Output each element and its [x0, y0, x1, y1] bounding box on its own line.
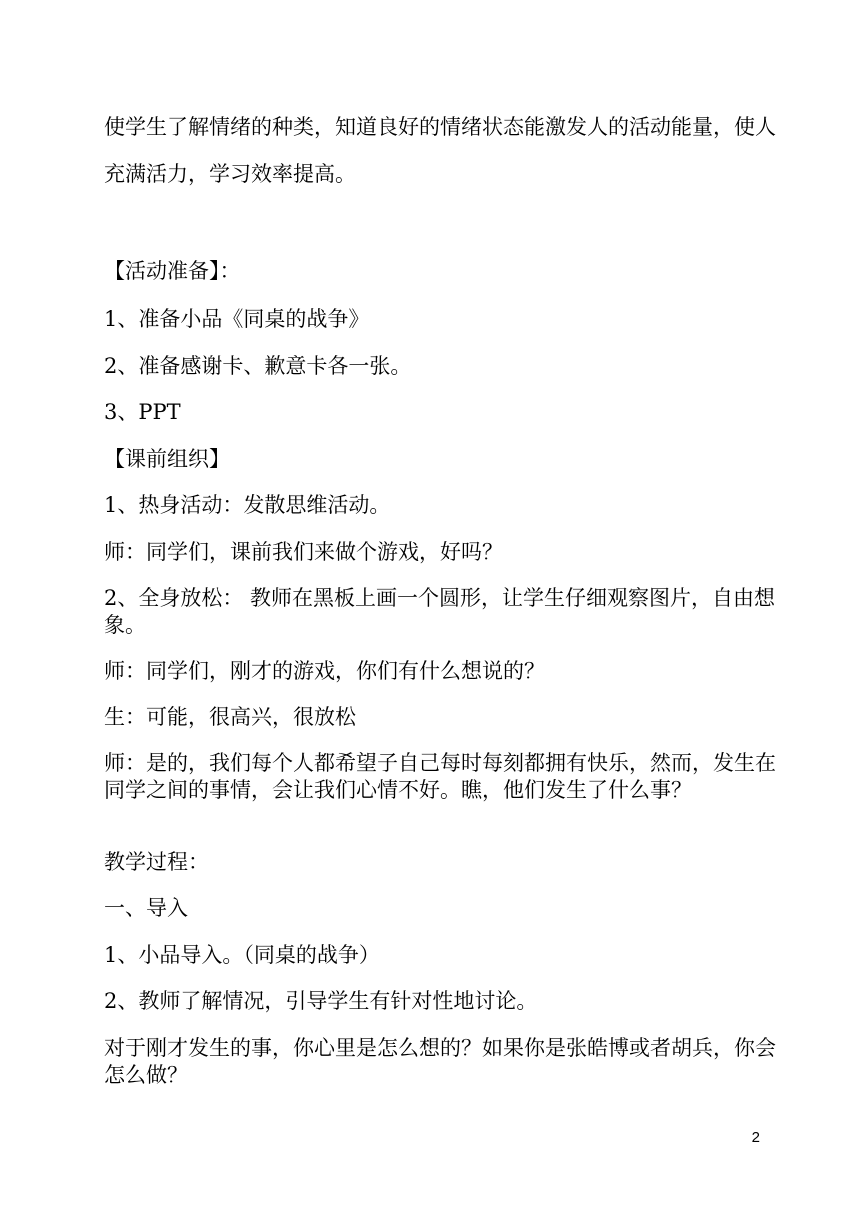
paragraph-intro-text: 使学生了解情绪的种类，知道良好的情绪状态能激发人的活动能量，使人充满活力，学习效率提高。 — [104, 115, 776, 186]
paragraph-teacher-3: 师：是的，我们每个人都希望子自己每时每刻都拥有快乐，然而，发生在同学之间的事情，会让我们心情不好。瞧，他们发生了什么事？ — [104, 751, 776, 802]
heading-teaching-process: 教学过程： — [104, 850, 209, 874]
paragraph-teacher-2: 师：同学们，刚才的游戏，你们有什么想说的？ — [104, 659, 545, 683]
list-item-prep-3: 3、PPT — [104, 400, 181, 424]
list-item-relax: 2、全身放松： 教师在黑板上画一个圆形，让学生仔细观察图片，自由想象。 — [104, 586, 776, 637]
list-item-prep-1: 1、准备小品《同桌的战争》 — [104, 307, 370, 331]
heading-pre-class-organization: 【课前组织】 — [104, 447, 230, 471]
list-item-discussion: 2、教师了解情况，引导学生有针对性地讨论。 — [104, 989, 538, 1013]
page-number: 2 — [751, 1129, 760, 1146]
heading-introduction: 一、导入 — [104, 896, 188, 920]
paragraph-question: 对于刚才发生的事，你心里是怎么想的？如果你是张皓博或者胡兵，你会怎么做？ — [104, 1036, 776, 1087]
heading-activity-preparation: 【活动准备】： — [104, 259, 241, 283]
list-item-warmup: 1、热身活动：发散思维活动。 — [104, 493, 391, 517]
paragraph-student: 生：可能，很高兴，很放松 — [104, 705, 356, 729]
list-item-prep-2: 2、准备感谢卡、歉意卡各一张。 — [104, 354, 412, 378]
paragraph-teacher-1: 师：同学们，课前我们来做个游戏，好吗？ — [104, 540, 503, 564]
list-item-skit: 1、小品导入。（同桌的战争） — [104, 943, 380, 967]
